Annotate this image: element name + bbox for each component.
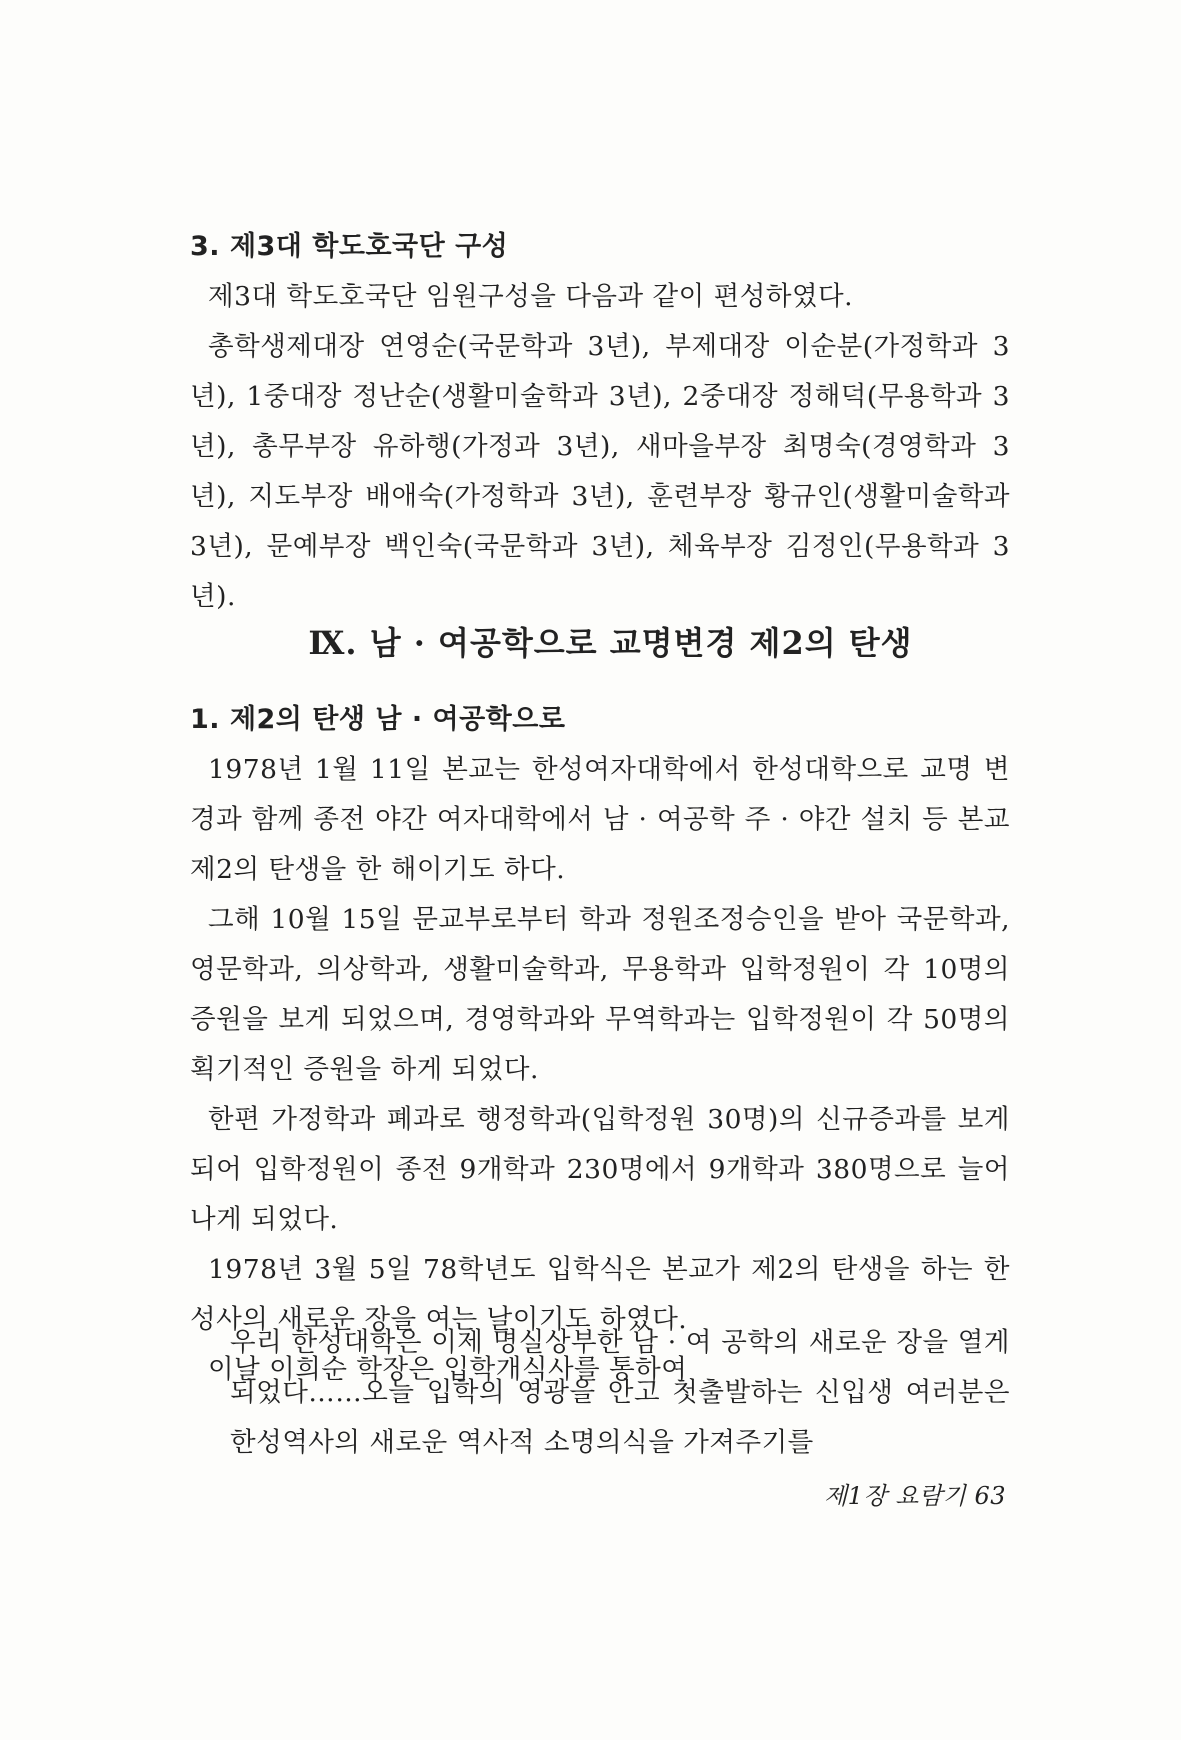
paragraph: 그해 10월 15일 문교부로부터 학과 정원조정승인을 받아 국문학과, 영문학과, 의상학과, 생활미술학과, 무용학과 입학정원이 각 10명의 증원을 보게 되었으며, 경영학과와 무역학과는 입학정원이 각 50명의 획기적인 증원을 하게 되었다. <box>190 904 1010 1085</box>
block-quote: 우리 한성대학은 이제 명실상부한 남 · 여 공학의 새로운 장을 열게 되었다……오늘 입학의 영광을 안고 첫출발하는 신입생 여러분은 한성역사의 새로운 역사적 소명의식을 가져주기를 <box>230 1327 1010 1458</box>
paragraph: 한편 가정학과 폐과로 행정학과(입학정원 30명)의 신규증과를 보게 되어 입학정원이 종전 9개학과 230명에서 9개학과 380명으로 늘어나게 되었다. <box>190 1104 1010 1235</box>
paragraph: 제3대 학도호국단 임원구성을 다음과 같이 편성하였다. <box>208 281 854 312</box>
chapter-title: Ⅸ. 남 · 여공학으로 교명변경 제2의 탄생 <box>308 624 913 662</box>
paragraph: 1978년 3월 5일 78학년도 입학식은 본교가 제2의 탄생을 하는 한성사의 새로운 장을 여는 날이기도 하였다. <box>190 1254 1010 1335</box>
section-1 <box>190 695 1010 1395</box>
paragraph: 1978년 1월 11일 본교는 한성여자대학에서 한성대학으로 교명 변경과 함께 종전 야간 여자대학에서 남 · 여공학 주 · 야간 설치 등 본교 제2의 탄생을 한 해이기도 하다. <box>190 754 1010 885</box>
section-heading-hakdo: 3. 제3대 학도호국단 구성 <box>190 231 509 262</box>
page-footer: 제1장 요람기 63 <box>824 1482 1006 1510</box>
section-heading-rebirth: 1. 제2의 탄생 남 · 여공학으로 <box>190 704 566 735</box>
section-3 <box>190 222 1010 622</box>
paragraph: 이날 이희순 학장은 입학개식사를 통하여 <box>208 1354 688 1385</box>
paragraph: 총학생제대장 연영순(국문학과 3년), 부제대장 이순분(가정학과 3년), 1중대장 정난순(생활미술학과 3년), 2중대장 정해덕(무용학과 3년), 총무부장 유하행(가정과 3년), 새마을부장 최명숙(경영학과 3년), 지도부장 배애숙(가정학과 3년), 훈련부장 황규인(생활미술학과 3년), 문예부장 백인숙(국문학과 3년), 체육부장 김정인(무용학과 3년). <box>190 331 1010 612</box>
